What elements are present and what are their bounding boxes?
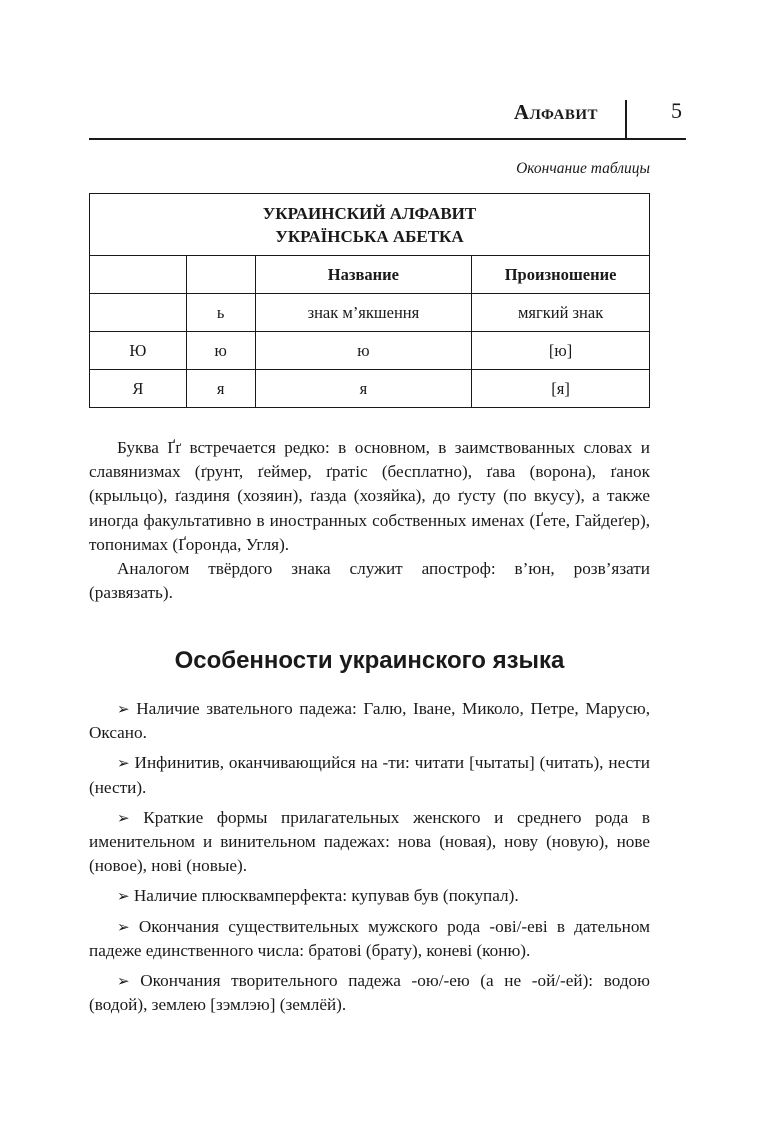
table-cell: я [186,370,255,408]
list-item-text: Окончания творительного падежа -ою/-ею (а не -ой/-ей): водою (водой), землею [зэмлэю] (землёй). [89,971,650,1015]
list-item-text: Краткие формы прилагательных женского и среднего рода в именительном и винительном падежах: нова (новая), нову (новую), нове (новое), нові (новые). [89,807,650,876]
page-number: 5 [671,98,682,123]
table-cell: ь [186,294,255,332]
table-cell: Я [90,370,187,408]
arrow-bullet-icon: ➢ [117,754,130,773]
table-cell: мягкий знак [472,294,650,332]
list-item [89,806,650,879]
table-cell: знак м’якшення [255,294,472,332]
table-cell: ю [255,332,472,370]
arrow-bullet-icon: ➢ [117,972,130,991]
column-header-pronunciation: Произношение [472,256,650,294]
list-item-text: Окончания существительных мужского рода -ові/-еві в дательном падеже единственного числа: братові (брату), коневі (коню). [89,916,651,960]
table-cell [90,294,187,332]
table-row [90,370,650,408]
table-cell: я [255,370,472,408]
arrow-bullet-icon: ➢ [117,808,130,827]
paragraph: Буква Ґґ встречается редко: в основном, в заимствованных словах и славянизмах (ґрунт, ґеймер, ґратіс (бесплатно), ґава (ворона), ґанок (крыльцо), ґаздиня (хозяин), ґазда (хозяйка), до ґусту (по вкусу), а также иногда факультативно в иностранных собственных именах (Ґете, Гайдеґер), топонимах (Ґоронда, Угля). [89,438,650,554]
table-title-line-2: УКРАЇНСЬКА АБЕТКА [275,226,464,246]
table-row [90,332,650,370]
list-item [89,884,650,908]
body-text [89,436,650,605]
table-header-row [90,256,650,294]
feature-list [89,697,650,1017]
table-caption: Окончание таблицы [516,160,650,177]
header-divider [625,100,627,138]
table-cell: [я] [472,370,650,408]
table-cell: Ю [90,332,187,370]
column-header [186,256,255,294]
chapter-title: Алфавит [513,100,598,124]
list-item [89,969,650,1017]
column-header-name: Название [255,256,472,294]
table-row [90,294,650,332]
arrow-bullet-icon: ➢ [117,700,130,718]
section-heading: Особенности украинского языка [174,647,565,674]
table-title [90,194,650,256]
list-item-text: Наличие плюсквамперфекта: купував був (покупал). [133,886,519,906]
arrow-bullet-icon: ➢ [117,917,130,936]
list-item [89,751,650,799]
table-title-line-1: УКРАИНСКИЙ АЛФАВИТ [262,203,477,223]
table-cell: ю [186,332,255,370]
list-item [89,915,650,963]
arrow-bullet-icon: ➢ [117,887,130,906]
list-item-text: Инфинитив, оканчивающийся на -ти: читати [чытаты] (читать), нести (нести). [89,753,650,797]
running-header [89,98,686,140]
list-item [89,697,650,745]
column-header [90,256,187,294]
alphabet-table [89,193,650,408]
list-item-text: Наличие звательного падежа: Галю, Іване, Миколо, Петре, Марусю, Оксано. [89,699,650,743]
table-title-row [90,194,650,256]
paragraph: Аналогом твёрдого знака служит апостроф: в’юн, розв’язати (развязать). [89,559,650,603]
table-cell: [ю] [472,332,650,370]
